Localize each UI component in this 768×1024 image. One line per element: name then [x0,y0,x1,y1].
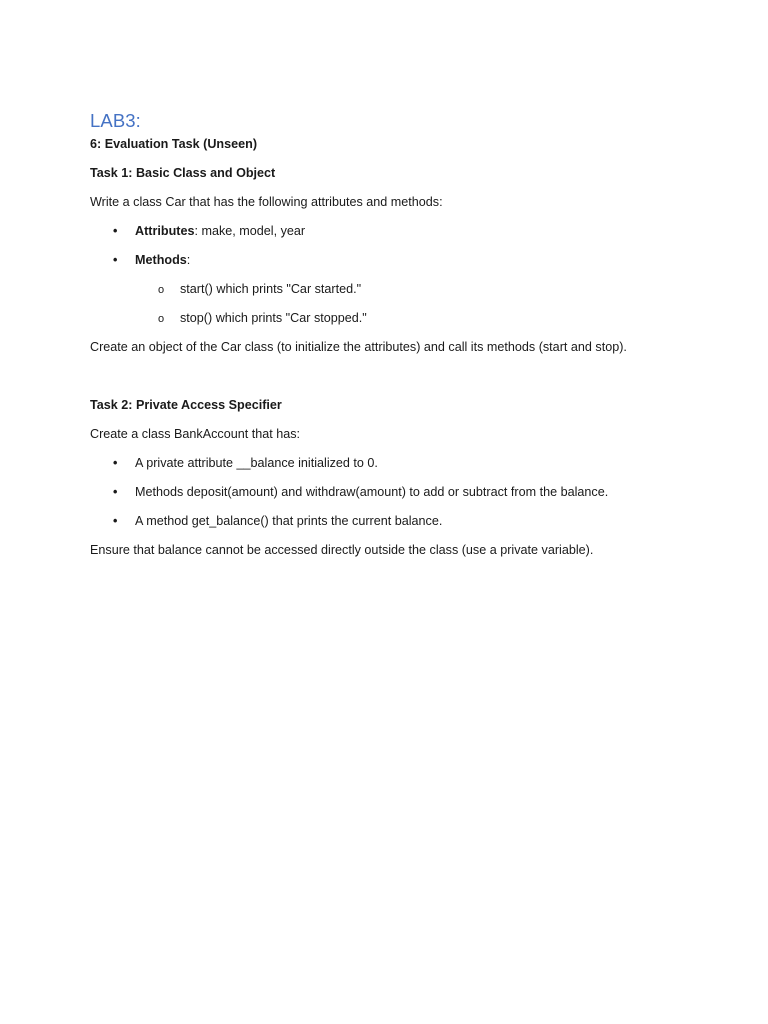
bullet-icon: • [113,224,118,238]
methods-sublist [90,282,710,326]
task1-list [90,224,710,268]
methods-label: Methods [135,253,187,267]
bullet-icon: • [113,253,118,267]
task2-item-text: A method get_balance() that prints the current balance. [135,514,443,528]
attributes-label: Attributes [135,224,195,238]
circle-bullet-icon: o [158,313,165,325]
section-title: 6: Evaluation Task (Unseen) [90,137,258,151]
attributes-value: : make, model, year [194,224,306,238]
method-text: start() which prints "Car started." [180,282,362,296]
circle-bullet-icon: o [158,284,165,296]
bullet-icon: • [113,456,118,470]
task2-item-text: A private attribute __balance initialized to 0. [135,456,378,470]
list-item [90,485,710,500]
task2-item-text: Methods deposit(amount) and withdraw(amount) to add or subtract from the balance. [135,485,609,499]
document-page [90,109,710,572]
list-item [90,311,710,326]
list-item [90,514,710,529]
spacer [90,369,710,398]
task1-closing: Create an object of the Car class (to initialize the attributes) and call its methods (start and stop). [90,340,627,354]
task2-list [90,456,710,529]
task2-closing: Ensure that balance cannot be accessed directly outside the class (use a private variable). [90,543,594,557]
task2-title: Task 2: Private Access Specifier [90,398,282,412]
list-item [90,282,710,297]
method-text: stop() which prints "Car stopped." [180,311,367,325]
bullet-icon: • [113,514,118,528]
task2-intro: Create a class BankAccount that has: [90,427,301,441]
list-item [90,456,710,471]
task1-intro: Write a class Car that has the following attributes and methods: [90,195,443,209]
list-item [90,253,710,268]
methods-suffix: : [186,253,191,267]
task1-title: Task 1: Basic Class and Object [90,166,276,180]
list-item [90,224,710,239]
lab-heading: LAB3: [90,110,141,131]
bullet-icon: • [113,485,118,499]
